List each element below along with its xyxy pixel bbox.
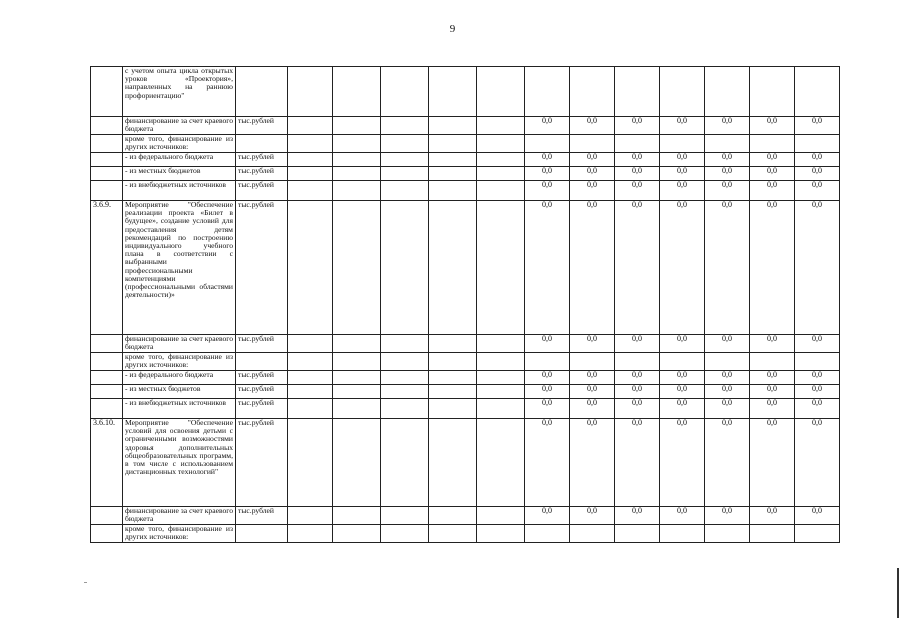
empty-cell (429, 371, 477, 385)
value-cell: 0,0 (615, 167, 660, 181)
row-code-cell: 3.6.10. (91, 419, 123, 507)
value-cell (705, 135, 750, 153)
value-cell (705, 525, 750, 543)
value-cell: 0,0 (660, 419, 705, 507)
row-code-cell (91, 399, 123, 419)
row-unit-cell: тыс.рублей (236, 399, 288, 419)
empty-cell (333, 201, 381, 335)
empty-cell (477, 153, 525, 167)
table-row (91, 67, 840, 117)
value-cell: 0,0 (570, 385, 615, 399)
value-cell: 0,0 (660, 167, 705, 181)
row-code-cell (91, 117, 123, 135)
empty-cell (288, 181, 333, 201)
value-cell: 0,0 (525, 399, 570, 419)
table-row (91, 399, 840, 419)
empty-cell (477, 135, 525, 153)
value-cell: 0,0 (705, 385, 750, 399)
table-row (91, 167, 840, 181)
empty-cell (477, 117, 525, 135)
table-row (91, 525, 840, 543)
value-cell: 0,0 (750, 117, 795, 135)
row-unit-cell (236, 67, 288, 117)
value-cell: 0,0 (615, 117, 660, 135)
value-cell: 0,0 (705, 153, 750, 167)
value-cell (750, 525, 795, 543)
value-cell: 0,0 (750, 419, 795, 507)
value-cell: 0,0 (750, 385, 795, 399)
value-cell (660, 525, 705, 543)
row-unit-cell (236, 353, 288, 371)
empty-cell (381, 507, 429, 525)
value-cell: 0,0 (615, 153, 660, 167)
row-unit-cell: тыс.рублей (236, 153, 288, 167)
value-cell: 0,0 (525, 335, 570, 353)
empty-cell (381, 117, 429, 135)
value-cell: 0,0 (705, 167, 750, 181)
row-description-cell: - из внебюджетных источников (123, 181, 236, 201)
empty-cell (333, 525, 381, 543)
empty-cell (333, 181, 381, 201)
row-unit-cell: тыс.рублей (236, 385, 288, 399)
empty-cell (381, 201, 429, 335)
empty-cell (429, 507, 477, 525)
value-cell (795, 525, 840, 543)
value-cell: 0,0 (795, 419, 840, 507)
row-code-cell: 3.6.9. (91, 201, 123, 335)
value-cell: 0,0 (570, 419, 615, 507)
value-cell: 0,0 (795, 167, 840, 181)
empty-cell (288, 353, 333, 371)
value-cell (705, 67, 750, 117)
empty-cell (477, 385, 525, 399)
row-unit-cell: тыс.рублей (236, 335, 288, 353)
row-code-cell (91, 507, 123, 525)
row-code-cell (91, 525, 123, 543)
empty-cell (288, 507, 333, 525)
row-code-cell (91, 167, 123, 181)
row-unit-cell: тыс.рублей (236, 167, 288, 181)
row-description-cell: - из местных бюджетов (123, 167, 236, 181)
empty-cell (288, 371, 333, 385)
value-cell: 0,0 (615, 419, 660, 507)
value-cell: 0,0 (525, 201, 570, 335)
empty-cell (333, 353, 381, 371)
value-cell: 0,0 (525, 117, 570, 135)
value-cell: 0,0 (750, 507, 795, 525)
empty-cell (333, 117, 381, 135)
empty-cell (288, 525, 333, 543)
row-unit-cell (236, 135, 288, 153)
row-code-cell (91, 135, 123, 153)
value-cell: 0,0 (525, 385, 570, 399)
value-cell: 0,0 (615, 507, 660, 525)
empty-cell (477, 181, 525, 201)
value-cell: 0,0 (705, 335, 750, 353)
empty-cell (477, 507, 525, 525)
value-cell: 0,0 (660, 335, 705, 353)
row-unit-cell: тыс.рублей (236, 371, 288, 385)
value-cell: 0,0 (750, 153, 795, 167)
value-cell (525, 67, 570, 117)
empty-cell (288, 167, 333, 181)
value-cell (660, 135, 705, 153)
value-cell: 0,0 (570, 117, 615, 135)
empty-cell (477, 353, 525, 371)
empty-cell (381, 385, 429, 399)
empty-cell (477, 419, 525, 507)
value-cell: 0,0 (795, 153, 840, 167)
value-cell (615, 67, 660, 117)
value-cell: 0,0 (795, 507, 840, 525)
row-code-cell (91, 67, 123, 117)
empty-cell (288, 335, 333, 353)
value-cell: 0,0 (705, 371, 750, 385)
row-description-cell: - из местных бюджетов (123, 385, 236, 399)
empty-cell (477, 371, 525, 385)
empty-cell (429, 419, 477, 507)
value-cell (750, 353, 795, 371)
value-cell: 0,0 (705, 181, 750, 201)
value-cell: 0,0 (525, 181, 570, 201)
row-code-cell (91, 153, 123, 167)
value-cell: 0,0 (660, 507, 705, 525)
empty-cell (477, 399, 525, 419)
empty-cell (333, 335, 381, 353)
value-cell: 0,0 (570, 371, 615, 385)
scan-dot-mark (84, 582, 87, 583)
value-cell: 0,0 (570, 167, 615, 181)
empty-cell (333, 399, 381, 419)
empty-cell (429, 181, 477, 201)
empty-cell (381, 67, 429, 117)
value-cell: 0,0 (615, 399, 660, 419)
row-description-cell: - из федерального бюджета (123, 153, 236, 167)
empty-cell (429, 525, 477, 543)
table-row (91, 201, 840, 335)
value-cell: 0,0 (795, 335, 840, 353)
empty-cell (429, 201, 477, 335)
empty-cell (333, 419, 381, 507)
empty-cell (477, 335, 525, 353)
table-row (91, 385, 840, 399)
value-cell (570, 67, 615, 117)
empty-cell (333, 67, 381, 117)
value-cell: 0,0 (525, 371, 570, 385)
empty-cell (381, 353, 429, 371)
value-cell (525, 525, 570, 543)
empty-cell (288, 135, 333, 153)
table-row (91, 419, 840, 507)
empty-cell (429, 167, 477, 181)
value-cell: 0,0 (570, 335, 615, 353)
value-cell: 0,0 (750, 181, 795, 201)
value-cell (795, 135, 840, 153)
value-cell: 0,0 (570, 507, 615, 525)
empty-cell (333, 167, 381, 181)
value-cell (525, 353, 570, 371)
empty-cell (381, 419, 429, 507)
value-cell: 0,0 (660, 117, 705, 135)
table-row (91, 135, 840, 153)
value-cell (660, 67, 705, 117)
value-cell: 0,0 (795, 371, 840, 385)
empty-cell (477, 525, 525, 543)
empty-cell (381, 371, 429, 385)
row-description-cell: финансирование за счет краевого бюджета (123, 335, 236, 353)
empty-cell (288, 419, 333, 507)
empty-cell (381, 525, 429, 543)
row-unit-cell: тыс.рублей (236, 507, 288, 525)
table-row (91, 507, 840, 525)
empty-cell (429, 153, 477, 167)
value-cell: 0,0 (570, 181, 615, 201)
empty-cell (288, 117, 333, 135)
row-unit-cell: тыс.рублей (236, 181, 288, 201)
row-description-cell: - из федерального бюджета (123, 371, 236, 385)
value-cell: 0,0 (570, 153, 615, 167)
row-code-cell (91, 335, 123, 353)
empty-cell (381, 399, 429, 419)
value-cell: 0,0 (570, 201, 615, 335)
empty-cell (477, 167, 525, 181)
table-row (91, 181, 840, 201)
empty-cell (288, 67, 333, 117)
value-cell (570, 135, 615, 153)
value-cell: 0,0 (570, 399, 615, 419)
value-cell (750, 67, 795, 117)
value-cell (795, 67, 840, 117)
table-row (91, 353, 840, 371)
empty-cell (477, 67, 525, 117)
empty-cell (429, 399, 477, 419)
value-cell (795, 353, 840, 371)
row-description-cell: с учетом опыта цикла открытых уроков «Проектория», направленных на раннюю профориентацию" (123, 67, 236, 117)
value-cell: 0,0 (525, 167, 570, 181)
value-cell: 0,0 (660, 181, 705, 201)
budget-table (90, 66, 840, 543)
row-unit-cell: тыс.рублей (236, 201, 288, 335)
value-cell: 0,0 (660, 385, 705, 399)
value-cell (570, 525, 615, 543)
value-cell (660, 353, 705, 371)
empty-cell (429, 135, 477, 153)
table-row (91, 117, 840, 135)
value-cell: 0,0 (705, 117, 750, 135)
row-description-cell: финансирование за счет краевого бюджета (123, 507, 236, 525)
value-cell: 0,0 (660, 153, 705, 167)
empty-cell (333, 135, 381, 153)
value-cell: 0,0 (750, 399, 795, 419)
empty-cell (333, 385, 381, 399)
table-row (91, 153, 840, 167)
empty-cell (288, 399, 333, 419)
value-cell (705, 353, 750, 371)
value-cell: 0,0 (795, 385, 840, 399)
empty-cell (333, 371, 381, 385)
row-description-cell: кроме того, финансирование из других источников: (123, 135, 236, 153)
scan-border-mark (897, 568, 899, 618)
empty-cell (381, 181, 429, 201)
value-cell: 0,0 (705, 399, 750, 419)
value-cell: 0,0 (525, 153, 570, 167)
value-cell: 0,0 (750, 167, 795, 181)
value-cell: 0,0 (705, 507, 750, 525)
empty-cell (429, 353, 477, 371)
value-cell: 0,0 (750, 335, 795, 353)
empty-cell (381, 153, 429, 167)
value-cell: 0,0 (615, 385, 660, 399)
empty-cell (288, 153, 333, 167)
value-cell (750, 135, 795, 153)
row-description-cell: кроме того, финансирование из других источников: (123, 353, 236, 371)
value-cell: 0,0 (795, 117, 840, 135)
empty-cell (429, 335, 477, 353)
empty-cell (429, 385, 477, 399)
empty-cell (288, 201, 333, 335)
value-cell: 0,0 (750, 371, 795, 385)
empty-cell (288, 385, 333, 399)
empty-cell (429, 67, 477, 117)
empty-cell (429, 117, 477, 135)
row-unit-cell (236, 525, 288, 543)
value-cell: 0,0 (615, 181, 660, 201)
empty-cell (381, 167, 429, 181)
row-description-cell: Мероприятие "Обеспечение условий для освоения детьми с ограниченными возможностями здоровья дополнительных общеобразовательных программ, в том числе с использованием дистанционных технологий" (123, 419, 236, 507)
value-cell: 0,0 (660, 201, 705, 335)
row-description-cell: финансирование за счет краевого бюджета (123, 117, 236, 135)
value-cell: 0,0 (705, 201, 750, 335)
value-cell: 0,0 (795, 181, 840, 201)
row-unit-cell: тыс.рублей (236, 117, 288, 135)
empty-cell (333, 507, 381, 525)
row-description-cell: кроме того, финансирование из других источников: (123, 525, 236, 543)
value-cell (615, 353, 660, 371)
empty-cell (477, 201, 525, 335)
row-description-cell: - из внебюджетных источников (123, 399, 236, 419)
table-row (91, 371, 840, 385)
row-unit-cell: тыс.рублей (236, 419, 288, 507)
empty-cell (381, 135, 429, 153)
row-description-cell: Мероприятие "Обеспечение реализации проекта «Билет в будущее», создание условий для предоставления детям рекомендаций по построению индивидуального учебного плана в соответствии с выбранными профессиональными компетенциями (профессиональными областями деятельности)» (123, 201, 236, 335)
page-number: 9 (449, 23, 456, 35)
row-code-cell (91, 353, 123, 371)
value-cell: 0,0 (795, 201, 840, 335)
row-code-cell (91, 385, 123, 399)
row-code-cell (91, 181, 123, 201)
value-cell: 0,0 (795, 399, 840, 419)
empty-cell (333, 153, 381, 167)
value-cell (615, 135, 660, 153)
value-cell: 0,0 (705, 419, 750, 507)
value-cell: 0,0 (615, 335, 660, 353)
value-cell (525, 135, 570, 153)
value-cell (570, 353, 615, 371)
value-cell (615, 525, 660, 543)
value-cell: 0,0 (615, 201, 660, 335)
value-cell: 0,0 (615, 371, 660, 385)
value-cell: 0,0 (660, 371, 705, 385)
table-row (91, 335, 840, 353)
row-code-cell (91, 371, 123, 385)
value-cell: 0,0 (525, 507, 570, 525)
value-cell: 0,0 (525, 419, 570, 507)
empty-cell (381, 335, 429, 353)
value-cell: 0,0 (660, 399, 705, 419)
value-cell: 0,0 (750, 201, 795, 335)
